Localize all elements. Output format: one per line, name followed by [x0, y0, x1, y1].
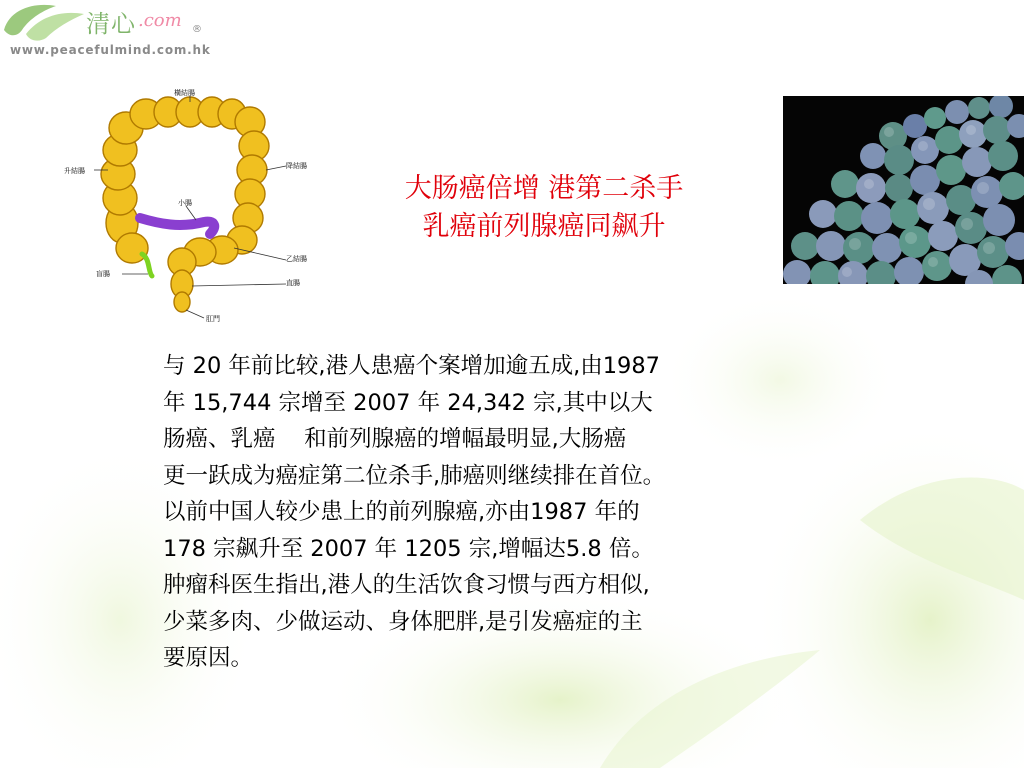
body-line-1: 与 20 年前比较,港人患癌个案增加逾五成,由1987	[163, 353, 661, 379]
label-sigmoid-colon: 乙結腸	[286, 255, 307, 263]
label-transverse-colon: 橫結腸	[174, 89, 195, 97]
headline-line-1: 大肠癌倍增 港第二杀手	[404, 173, 684, 204]
label-appendix: 盲腸	[96, 270, 110, 278]
registered-mark: ®	[192, 24, 202, 35]
body-line-6: 178 宗飙升至 2007 年 1205 宗,增幅达5.8 倍。	[163, 535, 654, 562]
body-line-7: 肿瘤科医生指出,港人的生活饮食习惯与西方相似,	[163, 572, 650, 598]
body-line-4: 更一跃成为癌症第二位杀手,肺癌则继续排在首位。	[163, 462, 666, 489]
body-line-9: 要原因。	[163, 645, 254, 671]
colon-diagram	[64, 88, 316, 324]
label-rectum: 直腸	[286, 279, 300, 287]
label-anus: 肛門	[206, 315, 220, 323]
label-descending-colon: 降結腸	[286, 162, 307, 170]
headline-line-2: 乳癌前列腺癌同飙升	[422, 211, 666, 242]
label-ascending-colon: 升結腸	[64, 167, 85, 175]
cancer-cell-image	[783, 96, 1024, 284]
site-logo	[0, 0, 230, 70]
label-small-intestine: 小腸	[178, 199, 192, 207]
headline	[328, 170, 760, 246]
body-line-2: 年 15,744 宗增至 2007 年 24,342 宗,其中以大	[163, 389, 653, 416]
logo-suffix: .com	[138, 10, 182, 31]
body-line-5: 以前中国人较少患上的前列腺癌,亦由1987 年的	[163, 499, 640, 525]
body-line-3: 肠癌、乳癌 和前列腺癌的增幅最明显,大肠癌	[163, 426, 627, 452]
body-line-8: 少菜多肉、少做运动、身体肥胖,是引发癌症的主	[163, 608, 643, 635]
article-body	[163, 348, 923, 677]
logo-brand: 清心	[86, 10, 136, 38]
leaf-icon	[0, 0, 90, 44]
logo-url: www.peacefulmind.com.hk	[10, 43, 211, 57]
